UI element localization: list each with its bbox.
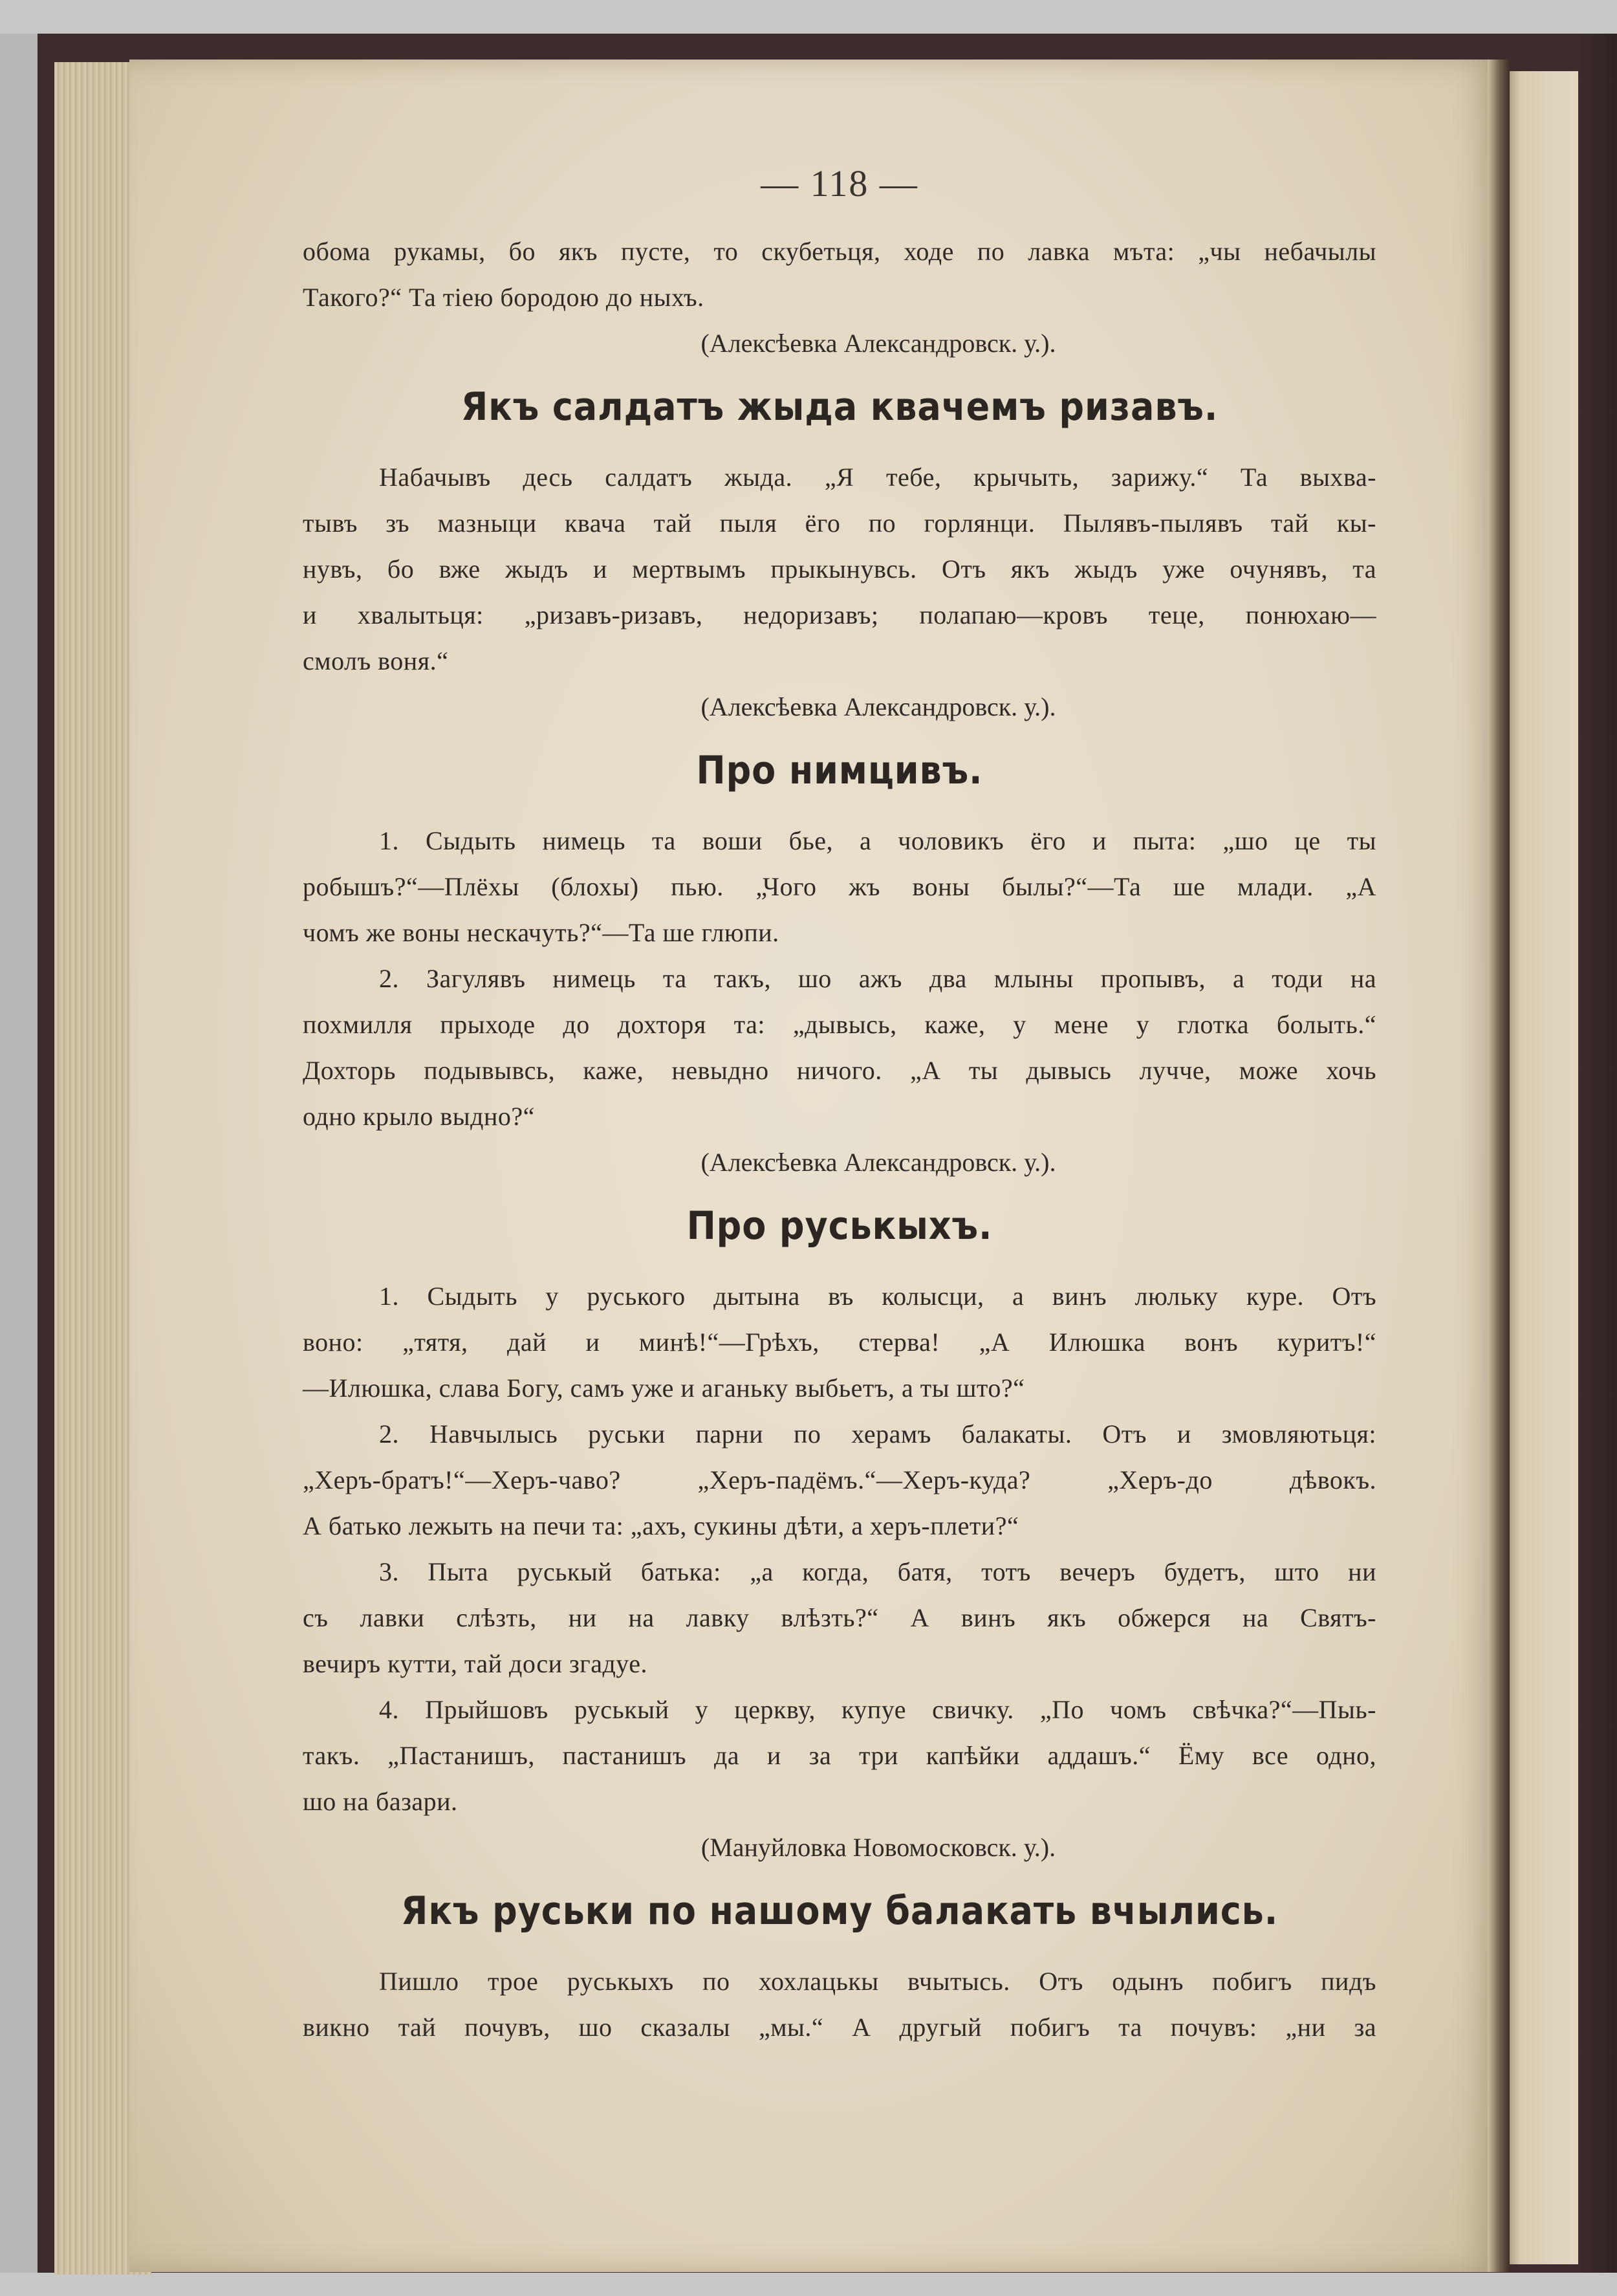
source-note: (Алексѣевка Александровск. у.). [700,692,1056,721]
text-line: 1. Сыдыть у руського дытына въ колысци, а винъ люльку куре. Отъ [379,1282,1376,1311]
text-line: нувъ, бо вже жыдъ и мертвымъ прыкынувсь. Отъ якъ жыдъ уже очунявъ, та [303,554,1376,584]
source-note: (Алексѣевка Александровск. у.). [700,1148,1056,1177]
scan-border-top [0,0,1617,34]
section-heading: Про руськыхъ. [686,1203,993,1249]
text-line: викно тай почувъ, шо сказалы „мы.“ А другый побигъ та почувъ: „ни за [303,2013,1376,2042]
text-line: похмилля прыходе до дохторя та: „дывысь, каже, у мене у глотка болыть.“ [303,1010,1376,1039]
page-text [303,162,1376,2050]
text-line: такъ. „Пастанишъ, пастанишъ да и за три капѣйки аддашъ.“ Ёму все одно, [303,1741,1376,1770]
section-heading: Якъ салдатъ жыда квачемъ ризавъ. [461,384,1219,430]
text-line: Такого?“ Та тiею бородою до ныхъ. [303,283,704,312]
text-line: 1. Сыдыть нимець та воши бье, а чоловикъ ёго и пыта: „шо це ты [379,826,1376,855]
text-line: —Илюшка, слава Богу, самъ уже и аганьку выбьетъ, а ты што?“ [303,1373,1025,1403]
text-line: воно: „тятя, дай и минѣ!“—Грѣхъ, стерва! „А Илюшка вонъ куритъ!“ [303,1328,1376,1357]
source-note: (Мануйловка Новомосковск. у.). [700,1833,1056,1862]
text-line: 4. Прыйшовъ руськый у церкву, купуе свичку. „По чомъ свѣчка?“—Пыь- [379,1695,1376,1724]
text-line: вечиръ кутти, тай доси згадуе. [303,1649,648,1678]
text-line: 2. Загулявъ нимець та такъ, шо ажъ два млыны пропывъ, а тоди на [379,964,1376,993]
text-line: смолъ воня.“ [303,646,449,675]
book-gutter [1488,60,1510,2272]
text-line: „Херъ-братъ!“—Херъ-чаво? „Херъ-падёмъ.“—Херъ-куда? „Херъ-до дѣвокъ. [303,1465,1376,1494]
text-line: шо на базари. [303,1787,458,1816]
scan-border-bottom [0,2273,1617,2296]
text-line: Набачывъ десь салдатъ жыда. „Я тебе, крычыть, зарижу.“ Та выхва- [379,463,1376,492]
text-line: Дохторь подывывсь, каже, невыдно ничого. „А ты дывысь лучче, може хочь [303,1056,1376,1085]
text-line: Пишло трое руськыхъ по хохлацькы вчытысь. Отъ одынъ побигъ пидъ [379,1967,1376,1996]
text-line: робышъ?“—Плёхы (блохы) пью. „Чого жъ воны былы?“—Та ше млади. „А [303,872,1376,901]
text-line: А батько лежыть на печи та: „ахъ, сукины дѣти, а херъ-плети?“ [303,1511,1019,1540]
facing-page [1501,71,1578,2264]
text-line: и хвалытьця: „ризавъ-ризавъ, недоризавъ; полапаю—кровъ теце, понюхаю— [303,600,1376,629]
page-number: — 118 — [761,162,918,204]
section-heading: Якъ руськи по нашому балакать вчылись. [400,1888,1279,1934]
text-line: одно крыло выдно?“ [303,1102,535,1131]
text-line: чомъ же воны нескачуть?“—Та ше глюпи. [303,918,779,947]
section-heading: Про нимцивъ. [696,748,983,793]
text-line: 2. Навчылысь руськи парни по херамъ балакаты. Отъ и змовляютьця: [379,1419,1376,1449]
text-line: тывъ зъ мазныци квача тай пыля ёго по горлянци. Пылявъ-пылявъ тай кы- [303,508,1376,538]
text-line: 3. Пыта руськый батька: „а когда, батя, тотъ вечеръ будетъ, што ни [379,1557,1376,1586]
source-note: (Алексѣевка Александровск. у.). [700,329,1056,358]
text-line: обома рукамы, бо якъ пусте, то скубетьця, ходе по лавка мъта: „чы небачылы [303,237,1376,266]
text-line: съ лавки слѣзть, ни на лавку влѣзть?“ А винъ якъ обжерся на Святъ- [303,1603,1376,1632]
